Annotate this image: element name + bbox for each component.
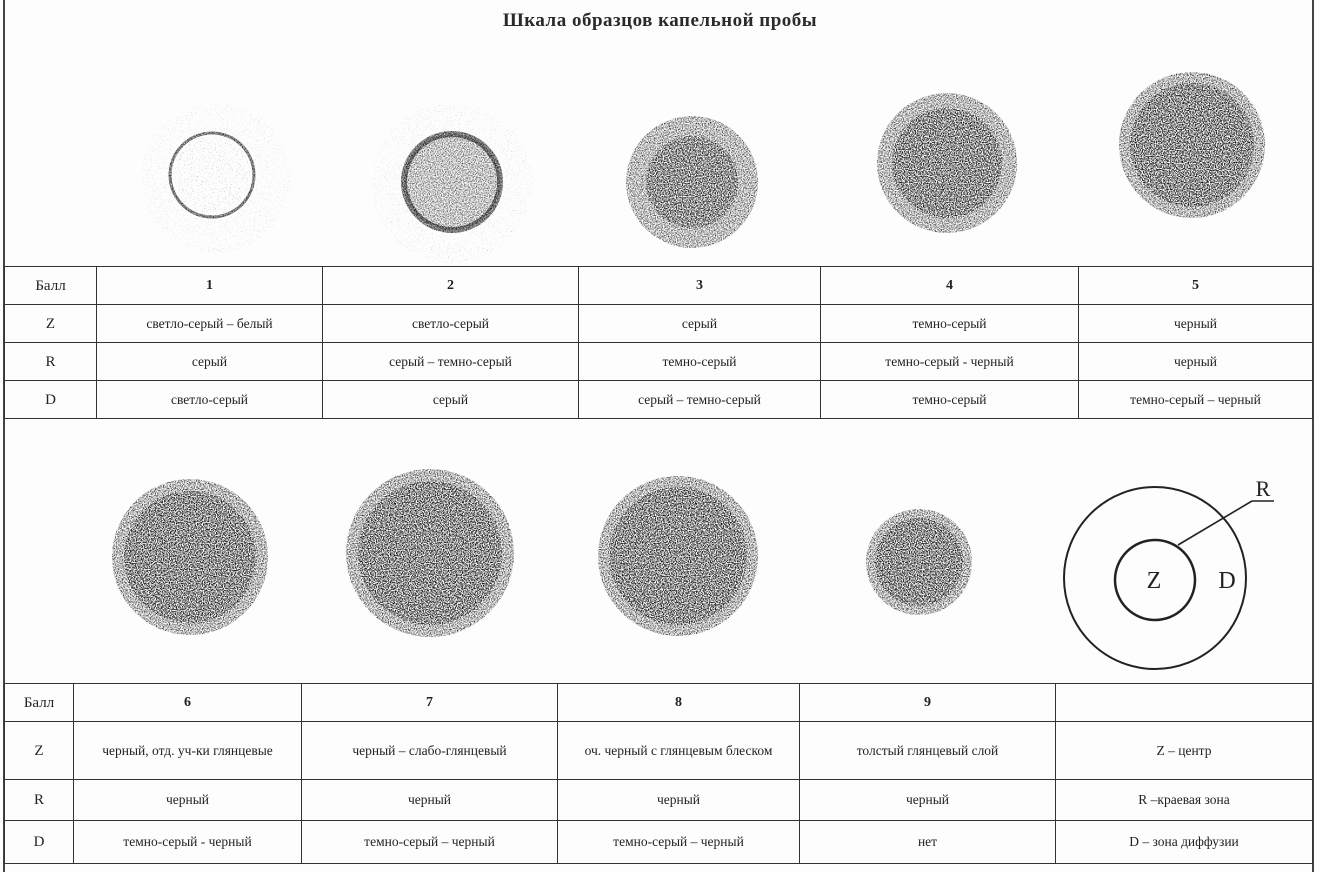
table-cell: серый xyxy=(323,381,579,419)
table-cell: оч. черный с глянцевым блеском xyxy=(558,722,800,780)
table-row-d xyxy=(5,381,1313,419)
table-row-scores xyxy=(5,684,1313,722)
table-cell: черный – слабо-глянцевый xyxy=(302,722,558,780)
zone-d-label: D xyxy=(1218,568,1236,594)
table-cell: темно-серый – черный xyxy=(558,821,800,864)
table-cell: нет xyxy=(800,821,1056,864)
blot-sample-6 xyxy=(112,479,268,635)
table-cell: светло-серый xyxy=(323,305,579,343)
score-cell: 6 xyxy=(74,684,302,722)
table-row-r xyxy=(5,780,1313,821)
table-cell: черный xyxy=(74,780,302,821)
table-cell: темно-серый – черный xyxy=(1079,381,1313,419)
blot-sample-7 xyxy=(346,469,514,637)
table-cell: толстый глянцевый слой xyxy=(800,722,1056,780)
zone-r-leader-line xyxy=(1178,501,1252,545)
score-table-6-9 xyxy=(4,683,1313,864)
blot-sample-4 xyxy=(877,93,1017,233)
score-cell: 4 xyxy=(821,267,1079,305)
table-row-scores xyxy=(5,267,1313,305)
score-cell: 5 xyxy=(1079,267,1313,305)
table-row-d xyxy=(5,821,1313,864)
row-header-r: R xyxy=(5,780,74,821)
table-row-z xyxy=(5,305,1313,343)
score-cell: 1 xyxy=(97,267,323,305)
score-table-1-5 xyxy=(4,266,1313,419)
table-cell: серый – темно-серый xyxy=(323,343,579,381)
table-cell: черный, отд. уч-ки глянцевые xyxy=(74,722,302,780)
zone-r-label: R xyxy=(1255,476,1271,501)
score-cell xyxy=(1056,684,1313,722)
table-cell: черный xyxy=(800,780,1056,821)
blot-sample-2 xyxy=(372,103,532,263)
document-title: Шкала образцов капельной пробы xyxy=(502,10,818,31)
legend-cell-d: D – зона диффузии xyxy=(1056,821,1313,864)
blot-sample-8 xyxy=(598,476,758,636)
table-cell: темно-серый - черный xyxy=(74,821,302,864)
table-cell: черный xyxy=(1079,305,1313,343)
row-header-z: Z xyxy=(5,305,97,343)
table-cell: темно-серый xyxy=(821,381,1079,419)
table-row-z xyxy=(5,722,1313,780)
legend-cell-r: R –краевая зона xyxy=(1056,780,1313,821)
blot-sample-9 xyxy=(866,509,972,615)
table-cell: темно-серый xyxy=(579,343,821,381)
table-cell: светло-серый – белый xyxy=(97,305,323,343)
table-cell: черный xyxy=(302,780,558,821)
row-header-score: Балл xyxy=(5,684,74,722)
zone-z-label: Z xyxy=(1146,568,1162,594)
score-cell: 3 xyxy=(579,267,821,305)
table-cell: светло-серый xyxy=(97,381,323,419)
zone-diagram xyxy=(1064,476,1274,669)
table-cell: черный xyxy=(1079,343,1313,381)
legend-cell-z: Z – центр xyxy=(1056,722,1313,780)
table-cell: серый xyxy=(579,305,821,343)
table-cell: темно-серый – черный xyxy=(302,821,558,864)
row-header-r: R xyxy=(5,343,97,381)
blot-sample-1 xyxy=(141,103,291,253)
table-cell: черный xyxy=(558,780,800,821)
row-header-z: Z xyxy=(5,722,74,780)
score-cell: 2 xyxy=(323,267,579,305)
table-cell: серый xyxy=(97,343,323,381)
row-header-score: Балл xyxy=(5,267,97,305)
blot-sample-3 xyxy=(626,116,758,248)
table-row-r xyxy=(5,343,1313,381)
score-cell: 9 xyxy=(800,684,1056,722)
blot-sample-5 xyxy=(1119,72,1265,218)
table-cell: серый – темно-серый xyxy=(579,381,821,419)
score-cell: 8 xyxy=(558,684,800,722)
table-cell: темно-серый - черный xyxy=(821,343,1079,381)
score-cell: 7 xyxy=(302,684,558,722)
table-cell: темно-серый xyxy=(821,305,1079,343)
row-header-d: D xyxy=(5,381,97,419)
row-header-d: D xyxy=(5,821,74,864)
